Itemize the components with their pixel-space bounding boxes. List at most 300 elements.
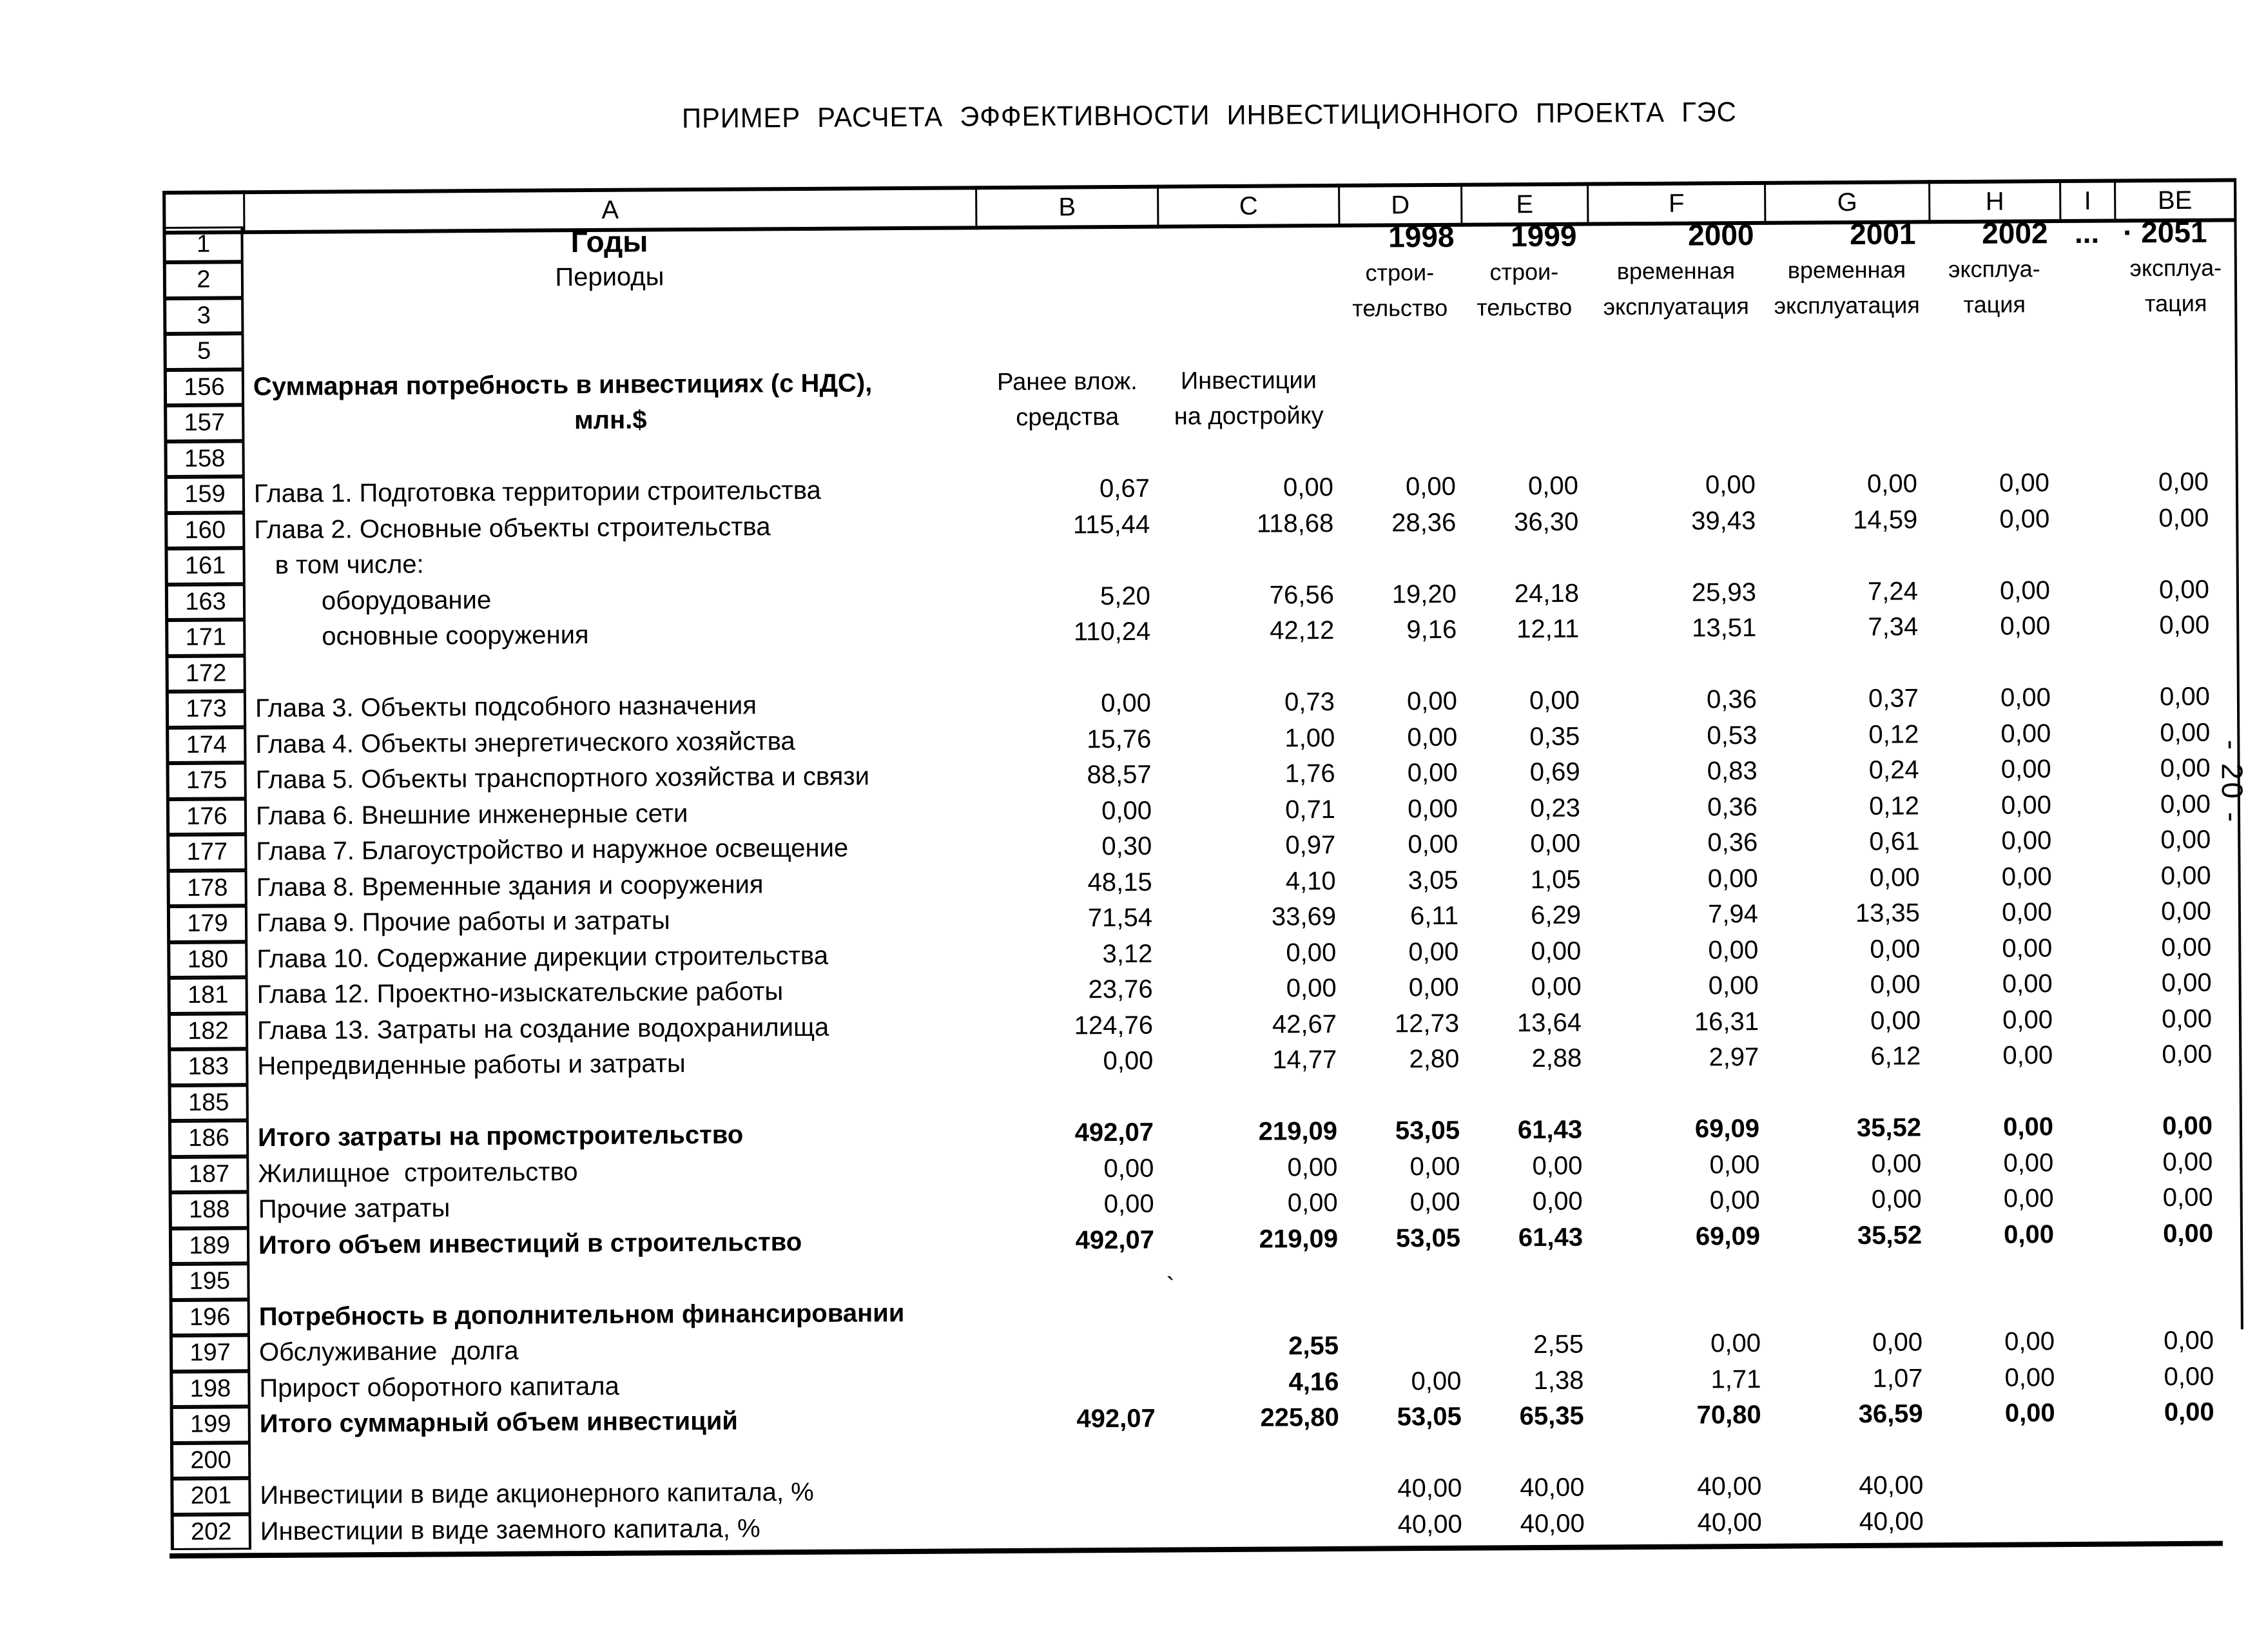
cell-value: 0,00 [1103, 1046, 1154, 1076]
cell-BE-row-196 [2121, 1287, 2243, 1324]
cell-BE-row-183 [2119, 1036, 2242, 1073]
cell-C-row-201 [1165, 1472, 1346, 1508]
row-label [247, 937, 980, 977]
row-number-label: 197 [189, 1339, 231, 1367]
cell-value: · 2051 [2122, 215, 2207, 249]
row-label [249, 1259, 982, 1299]
cell-value: 4,10 [1285, 866, 1336, 896]
cell-H-row-200 [1936, 1432, 2067, 1468]
cell-value: 0,00 [2001, 862, 2052, 891]
cell-BE-row-2 [2115, 249, 2237, 286]
cell-F-row-178 [1591, 860, 1768, 897]
cell-value: 1,07 [1872, 1364, 1923, 1393]
cell-value: 0,00 [1408, 830, 1458, 859]
cell-value: 0,00 [2163, 1219, 2214, 1248]
cell-value: 0,00 [1286, 938, 1337, 967]
cell-value: 35,52 [1856, 1113, 1922, 1143]
cell-I-row-185 [2065, 1073, 2120, 1109]
cell-value: 0,00 [1529, 686, 1580, 715]
row-number-label: 3 [197, 302, 211, 329]
cell-G-row-173 [1767, 681, 1932, 717]
spreadsheet-table [162, 178, 2245, 1559]
cell-E-row-179 [1465, 898, 1591, 935]
column-letter: C [1239, 191, 1258, 220]
row-label-text: Жилищное строительство [258, 1157, 578, 1188]
cell-I-row-3 [2060, 286, 2115, 322]
cell-C-row-200 [1165, 1435, 1346, 1472]
cell-I-row-181 [2064, 966, 2118, 1002]
cell-B-row-172 [978, 650, 1159, 686]
cell-I-row-182 [2064, 1002, 2119, 1038]
cell-B-row-160 [977, 507, 1159, 543]
cell-value: 0,00 [1708, 971, 1759, 1000]
cell-value: 0,00 [1409, 1188, 1460, 1217]
cell-value: 0,00 [1527, 471, 1579, 501]
cell-value: 3,05 [1408, 866, 1458, 895]
cell-G-row-3 [1765, 287, 1929, 324]
cell-G-row-157 [1765, 394, 1930, 431]
cell-H-row-159 [1930, 465, 2061, 502]
cell-F-row-176 [1591, 789, 1768, 826]
cell-value: 0,00 [1103, 1189, 1154, 1219]
cell-value: 0,00 [2161, 933, 2212, 962]
cell-value: 40,00 [1697, 1472, 1762, 1501]
cell-value: 0,00 [2002, 969, 2053, 998]
cell-E-row-174 [1464, 719, 1590, 755]
row-label-text: Прирост оборотного капитала [259, 1372, 619, 1403]
row-number-174 [166, 727, 246, 763]
cell-value: 13,51 [1692, 614, 1757, 643]
cell-E-row-198 [1467, 1363, 1594, 1399]
cell-D-row-199 [1346, 1399, 1468, 1436]
cell-value: Инвестиции [1180, 366, 1317, 395]
cell-D-row-179 [1342, 899, 1465, 935]
row-label [250, 1330, 982, 1370]
cell-I-row-196 [2066, 1288, 2121, 1324]
cell-value: эксплуа- [2129, 254, 2222, 282]
cell-B-row-188 [982, 1187, 1163, 1223]
row-number-158 [164, 441, 244, 477]
cell-C-row-181 [1162, 971, 1343, 1007]
cell-C-row-182 [1162, 1006, 1343, 1043]
cell-B-row-187 [981, 1151, 1163, 1187]
row-number-172 [165, 656, 246, 692]
cell-H-row-175 [1932, 752, 2062, 788]
row-label-text: основные сооружения [322, 621, 589, 651]
cell-I-row-201 [2067, 1467, 2122, 1503]
cell-BE-row-1 [2114, 214, 2236, 251]
row-label-text: Глава 10. Содержание дирекции строительства [257, 941, 829, 973]
cell-D-row-5 [1339, 326, 1461, 363]
row-label [249, 1187, 982, 1227]
cell-C-row-177 [1161, 828, 1342, 864]
cell-value: 12,73 [1394, 1009, 1460, 1038]
cell-G-row-178 [1768, 860, 1932, 897]
cell-value: эксплуатация [1774, 291, 1920, 320]
cell-value: 0,36 [1707, 828, 1758, 857]
cell-value: 0,00 [1100, 688, 1152, 718]
cell-I-row-1 [2059, 215, 2114, 251]
cell-value: 0,00 [1866, 469, 1918, 499]
cell-BE-row-202 [2122, 1502, 2245, 1539]
cell-F-row-181 [1592, 968, 1769, 1005]
cell-value: 0,00 [1872, 1328, 1923, 1357]
cell-value: 0,69 [1529, 757, 1580, 787]
cell-C-row-157 [1158, 398, 1339, 435]
row-number-163 [165, 584, 246, 620]
cell-C-row-179 [1161, 899, 1342, 936]
cell-F-row-177 [1591, 825, 1768, 862]
row-label-text: Потребность в дополнительном финансировании [258, 1298, 905, 1331]
cell-BE-row-159 [2116, 464, 2238, 501]
row-number-label: 171 [185, 623, 227, 652]
cell-B-row-179 [980, 900, 1161, 937]
cell-D-row-156 [1339, 362, 1462, 398]
cell-B-row-189 [982, 1222, 1163, 1259]
cell-G-row-188 [1770, 1181, 1935, 1218]
cell-value: 0,12 [1868, 792, 1920, 821]
cell-I-row-197 [2066, 1324, 2121, 1360]
row-number-label: 181 [187, 981, 229, 1009]
cell-G-row-180 [1768, 931, 1933, 968]
row-label-text: Глава 6. Внешние инженерные сети [255, 799, 688, 830]
row-label-text: в том числе: [275, 550, 424, 580]
cell-B-row-180 [980, 936, 1161, 973]
cell-C-row-178 [1161, 863, 1342, 900]
cell-I-row-5 [2060, 322, 2115, 358]
row-number-199 [170, 1406, 251, 1443]
cell-D-row-197 [1345, 1328, 1467, 1365]
cell-value: 0,00 [1870, 935, 1921, 964]
row-number-180 [167, 942, 247, 978]
cell-BE-row-157 [2115, 393, 2238, 429]
cell-value: 15,76 [1087, 724, 1152, 754]
row-label-text: Суммарная потребность в инвестициях (с НДС), [253, 369, 873, 401]
cell-value: 0,00 [1532, 1151, 1583, 1180]
cell-value: 0,00 [2001, 826, 2052, 855]
cell-H-row-187 [1934, 1145, 2065, 1182]
cell-value: 0,00 [2164, 1326, 2214, 1356]
row-label [246, 615, 978, 655]
row-number-159 [164, 476, 245, 512]
cell-F-row-163 [1589, 574, 1767, 611]
cell-value: 2000 [1688, 218, 1754, 252]
cell-value: 0,00 [2162, 1111, 2213, 1141]
cell-value: 0,00 [1871, 1149, 1922, 1178]
cell-value: 33,69 [1271, 902, 1337, 931]
cell-E-row-178 [1464, 862, 1591, 899]
cell-value: 14,77 [1272, 1045, 1337, 1074]
cell-B-row-202 [983, 1508, 1165, 1545]
cell-B-row-197 [982, 1330, 1164, 1366]
cell-value: 39,43 [1691, 506, 1756, 536]
row-label-text: оборудование [321, 585, 492, 616]
cell-BE-row-180 [2118, 929, 2241, 966]
cell-value: 0,37 [1868, 684, 1919, 714]
cell-F-row-175 [1590, 753, 1767, 790]
cell-value: тация [1963, 291, 2026, 318]
cell-G-row-189 [1770, 1218, 1935, 1254]
cell-E-row-195 [1467, 1256, 1593, 1292]
cell-value: 0,00 [2159, 682, 2211, 712]
cell-I-row-202 [2067, 1502, 2122, 1539]
cell-H-row-156 [1930, 358, 2060, 395]
row-label [244, 329, 976, 369]
cell-I-row-174 [2062, 715, 2117, 752]
row-label [251, 1510, 983, 1550]
row-label [244, 400, 976, 440]
cell-B-row-163 [978, 578, 1159, 615]
row-number-label: 200 [190, 1446, 231, 1474]
cell-value: 0,00 [2000, 790, 2052, 820]
cell-I-row-160 [2061, 501, 2116, 537]
cell-F-row-159 [1589, 467, 1766, 504]
cell-value: 0,97 [1285, 831, 1336, 860]
cell-H-row-176 [1932, 788, 2063, 824]
column-letter: G [1837, 188, 1857, 217]
cell-value: 0,83 [1707, 757, 1758, 786]
column-letter: F [1668, 189, 1685, 218]
row-number-label: 176 [186, 802, 228, 830]
cell-value: 71,54 [1087, 903, 1153, 933]
spreadsheet-grid [162, 178, 2245, 1550]
cell-value: 0,00 [2162, 1040, 2213, 1069]
cell-B-row-195 [982, 1258, 1163, 1295]
page-number: - 20 - [2215, 739, 2250, 825]
cell-H-row-172 [1931, 645, 2062, 681]
cell-B-row-3 [976, 292, 1157, 329]
cell-D-row-171 [1341, 612, 1463, 649]
cell-value: 69,09 [1695, 1221, 1761, 1251]
cell-E-row-158 [1462, 432, 1588, 469]
cell-D-row-200 [1346, 1435, 1468, 1472]
cell-value: 2,88 [1531, 1044, 1582, 1073]
row-number-label: 174 [186, 731, 228, 759]
cell-value: тельство [1477, 293, 1573, 321]
row-number-label: 199 [189, 1410, 231, 1439]
cell-E-row-183 [1466, 1041, 1592, 1078]
cell-C-row-158 [1158, 434, 1339, 471]
row-label [245, 472, 977, 512]
cell-E-row-1 [1460, 218, 1587, 255]
cell-value: 0,53 [1707, 721, 1758, 750]
cell-B-row-156 [976, 364, 1158, 400]
cell-H-row-195 [1935, 1252, 2066, 1289]
cell-H-row-201 [1936, 1467, 2067, 1504]
cell-F-row-201 [1594, 1469, 1772, 1506]
cell-value: на достройку [1174, 402, 1324, 431]
cell-H-row-158 [1930, 430, 2060, 467]
cell-value: 0,23 [1529, 793, 1581, 822]
row-label [248, 1044, 980, 1084]
cell-value: 0,73 [1284, 688, 1335, 717]
cell-F-row-157 [1588, 396, 1765, 432]
cell-D-row-174 [1341, 719, 1464, 756]
row-number-label: 183 [188, 1053, 229, 1081]
cell-BE-row-198 [2121, 1359, 2243, 1395]
cell-value: 3,12 [1102, 939, 1153, 968]
cell-I-row-159 [2061, 465, 2116, 501]
cell-value: 5,20 [1099, 581, 1151, 610]
cell-G-row-161 [1766, 538, 1930, 574]
cell-F-row-158 [1588, 431, 1765, 468]
row-label [247, 758, 979, 798]
cell-B-row-1 [975, 220, 1157, 257]
cell-G-row-181 [1768, 967, 1933, 1004]
cell-C-row-197 [1164, 1328, 1345, 1365]
cell-H-row-183 [1933, 1038, 2064, 1074]
cell-B-row-161 [977, 543, 1159, 579]
cell-F-row-198 [1594, 1361, 1771, 1398]
cell-D-row-160 [1340, 505, 1462, 541]
cell-D-row-198 [1345, 1363, 1467, 1400]
cell-value: 0,00 [2160, 897, 2212, 926]
cell-H-row-174 [1932, 716, 2062, 753]
column-letter: A [601, 195, 619, 224]
row-label [249, 1116, 981, 1156]
cell-value: 0,00 [1709, 1186, 1760, 1215]
cell-value: 40,00 [1397, 1474, 1462, 1503]
cell-value: 40,00 [1859, 1471, 1924, 1501]
cell-C-row-199 [1165, 1400, 1346, 1437]
cell-value: 0,00 [2162, 1147, 2213, 1176]
cell-B-row-201 [983, 1473, 1165, 1510]
cell-BE-row-199 [2122, 1394, 2244, 1431]
cell-H-row-3 [1929, 287, 2060, 324]
cell-value: 1,71 [1710, 1365, 1761, 1394]
row-label [250, 1295, 982, 1335]
cell-D-row-172 [1341, 648, 1463, 685]
row-number-187 [168, 1156, 249, 1192]
cell-D-row-195 [1344, 1256, 1467, 1293]
row-label [246, 579, 978, 619]
cell-E-row-189 [1467, 1220, 1593, 1256]
cell-E-row-185 [1466, 1076, 1593, 1113]
cell-I-row-198 [2066, 1359, 2121, 1395]
cell-value: 0,00 [1287, 1152, 1338, 1182]
row-label [249, 1223, 982, 1263]
row-label [246, 651, 978, 691]
cell-F-row-197 [1594, 1326, 1771, 1363]
cell-I-row-189 [2066, 1216, 2120, 1252]
row-number-label: 173 [186, 695, 227, 723]
cell-value: 7,94 [1707, 900, 1759, 929]
cell-value: 2,80 [1409, 1045, 1460, 1074]
row-number-label: 187 [188, 1160, 230, 1188]
cell-G-row-171 [1767, 609, 1931, 646]
cell-BE-row-187 [2120, 1144, 2242, 1181]
cell-G-row-202 [1772, 1504, 1937, 1540]
cell-F-row-161 [1589, 539, 1766, 576]
cell-value: 0,00 [2003, 1148, 2054, 1178]
cell-B-row-177 [979, 829, 1161, 866]
cell-value: 0,00 [1710, 1329, 1761, 1358]
row-number-161 [164, 548, 245, 584]
cell-G-row-175 [1767, 752, 1932, 789]
cell-value: 0,00 [2004, 1327, 2055, 1356]
row-number-157 [164, 405, 244, 441]
row-label-text: Итого суммарный объем инвестиций [259, 1406, 739, 1439]
row-label [247, 866, 980, 906]
cell-F-row-179 [1591, 897, 1768, 933]
cell-value: 35,52 [1857, 1221, 1922, 1250]
cell-E-row-180 [1465, 933, 1591, 970]
row-label-text: Глава 13. Затраты на создание водохранилища [257, 1013, 829, 1045]
cell-G-row-185 [1770, 1074, 1934, 1111]
row-label [243, 222, 975, 262]
row-number-200 [170, 1443, 251, 1479]
cell-B-row-171 [978, 614, 1159, 651]
cell-F-row-171 [1589, 610, 1767, 647]
cell-B-row-199 [983, 1401, 1165, 1438]
cell-E-row-172 [1463, 647, 1589, 684]
row-number-182 [168, 1013, 248, 1049]
cell-value: 40,00 [1859, 1507, 1924, 1536]
row-number-label: 2 [197, 266, 211, 293]
cell-F-row-5 [1587, 324, 1765, 361]
row-number-label: 157 [184, 409, 226, 437]
cell-value: 0,00 [1999, 504, 2050, 534]
column-letter: BE [2157, 186, 2193, 215]
row-number-label: 180 [187, 946, 229, 973]
cell-I-row-157 [2060, 394, 2115, 430]
row-number-label: 161 [184, 552, 226, 580]
cell-H-row-188 [1935, 1181, 2066, 1218]
cell-value: 0,00 [1407, 794, 1458, 824]
cell-B-row-5 [976, 328, 1157, 365]
cell-B-row-185 [981, 1079, 1163, 1116]
cell-H-row-198 [1935, 1360, 2066, 1397]
cell-value: 0,00 [1286, 974, 1337, 1003]
cell-H-row-171 [1931, 608, 2062, 645]
row-number-195 [169, 1263, 249, 1299]
cell-F-row-182 [1592, 1004, 1769, 1040]
row-label-text: Годы [570, 224, 648, 259]
cell-F-row-200 [1594, 1433, 1772, 1470]
cell-G-row-156 [1765, 359, 1930, 396]
row-number-198 [169, 1371, 250, 1407]
cell-value: эксплуатация [1603, 293, 1749, 320]
row-label [246, 686, 978, 726]
cell-B-row-157 [976, 400, 1158, 436]
row-number-201 [170, 1478, 251, 1514]
row-label [249, 1152, 981, 1192]
row-number-label: 172 [185, 659, 227, 687]
cell-E-row-163 [1463, 576, 1589, 612]
cell-F-row-186 [1593, 1111, 1770, 1148]
row-number-189 [169, 1228, 249, 1264]
cell-F-row-185 [1593, 1075, 1770, 1112]
cell-value: 0,36 [1706, 685, 1758, 714]
row-number-160 [164, 512, 245, 549]
row-number-188 [169, 1192, 249, 1228]
cell-H-row-197 [1935, 1324, 2066, 1361]
row-number-202 [171, 1514, 251, 1550]
cell-value: 0,36 [1707, 792, 1758, 822]
cell-H-row-189 [1935, 1217, 2066, 1254]
row-number-178 [167, 870, 247, 906]
cell-value: 0,00 [1103, 1154, 1154, 1183]
row-label [248, 1009, 980, 1049]
cell-value: 118,68 [1256, 509, 1334, 538]
cell-F-row-174 [1590, 717, 1767, 754]
cell-H-row-177 [1932, 823, 2063, 860]
row-label-text: Прочие затраты [258, 1194, 450, 1224]
cell-E-row-200 [1468, 1434, 1594, 1471]
cell-D-row-196 [1345, 1292, 1467, 1328]
cell-I-row-187 [2065, 1145, 2120, 1181]
row-number-label: 163 [185, 588, 226, 616]
